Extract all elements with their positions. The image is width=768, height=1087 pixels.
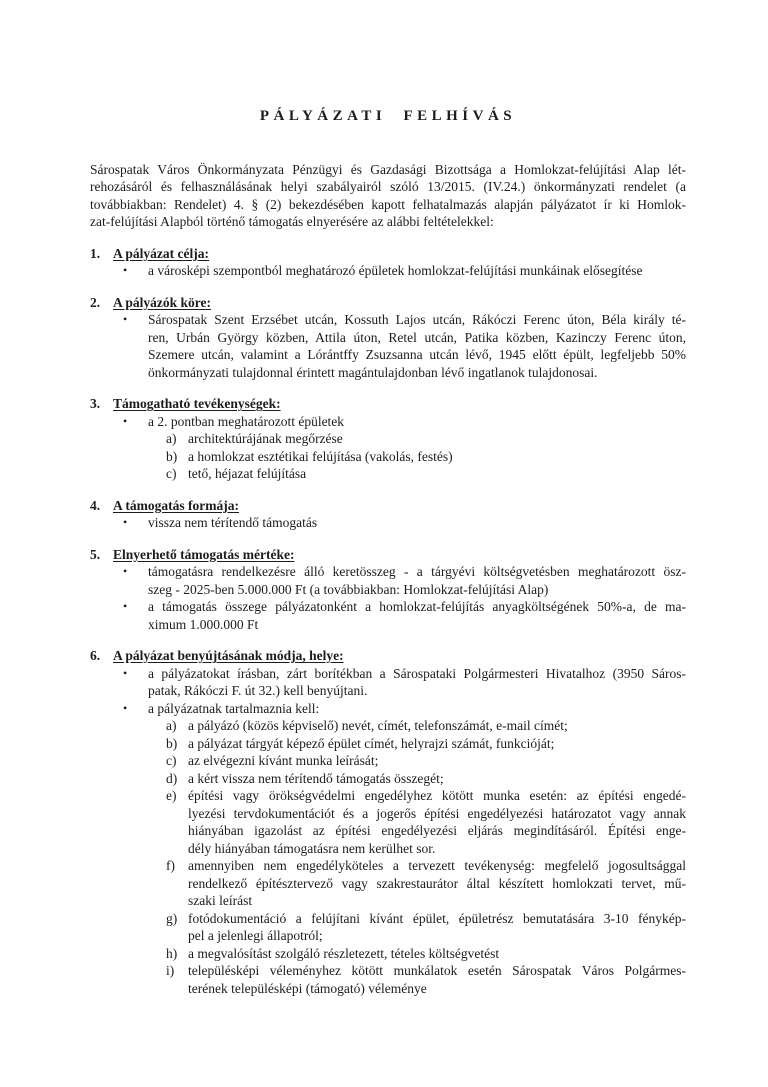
text-line: a támogatás összege pályázatonként a homlokzat-felújítás anyagköltségének 50%-a, de ma-	[148, 599, 686, 614]
section-number: 2.	[90, 294, 101, 310]
intro-paragraph	[90, 161, 686, 231]
letter-item-i	[90, 962, 686, 997]
text-line: településképi véleményhez kötött munkálatok esetén Sárospatak Város Polgármes-	[188, 963, 686, 978]
section-heading: Támogatható tevékenységek:	[113, 396, 281, 411]
item-text	[188, 770, 686, 788]
text-line: a pályázatnak tartalmaznia kell:	[148, 700, 320, 716]
letter-label: c)	[166, 753, 177, 768]
section-4	[90, 497, 686, 532]
letter-item-b	[90, 735, 686, 753]
letter-label: i)	[166, 963, 175, 978]
text-line: ximum 1.000.000 Ft	[148, 616, 259, 632]
text-line: architektúrájának megőrzése	[188, 431, 343, 446]
section-number: 4.	[90, 497, 101, 513]
item-text	[148, 665, 686, 700]
text-line: a pályázat tárgyát képező épület címét, helyrajzi számát, funkcióját;	[188, 735, 555, 751]
document-title: PÁLYÁZATI FELHÍVÁS	[259, 108, 517, 124]
item-text	[188, 735, 686, 753]
text-line: Sárospatak Szent Erzsébet utcán, Kossuth Lajos utcán, Rákóczi Ferenc úton, Béla király té-	[148, 312, 686, 327]
text-line: rendelkező építésztervező vagy szakrestaurátor által készített homlokzati tervet, mű-	[188, 875, 686, 891]
letter-item-a	[90, 717, 686, 735]
item-text	[148, 413, 686, 431]
bullet-item	[90, 563, 686, 598]
intro-line: Sárospatak Város Önkormányzata Pénzügyi és Gazdasági Bizottsága a Homlokzat-felújítási Alap lét-	[90, 161, 686, 177]
bullet-item	[90, 700, 686, 718]
letter-item-c	[90, 752, 686, 770]
letter-item-d	[90, 770, 686, 788]
text-line: a pályázó (közös képviselő) nevét, címét, telefonszámát, e-mail címét;	[188, 718, 568, 733]
letter-label: d)	[166, 770, 178, 786]
section-heading-row	[90, 546, 686, 564]
section-number: 3.	[90, 396, 101, 411]
letter-label: a)	[166, 431, 177, 446]
text-line: az elvégezni kívánt munka leírását;	[188, 753, 379, 768]
item-text	[188, 910, 686, 945]
bullet-item	[90, 413, 686, 431]
letter-label: g)	[166, 910, 178, 926]
item-text	[148, 598, 686, 633]
bullet-marker: •	[123, 263, 128, 277]
item-text	[188, 430, 686, 448]
intro-line: zat-felújítási Alapból történő támogatás elnyerésére az alábbi feltételekkel:	[90, 214, 494, 229]
text-line: patak, Rákóczi F. út 32.) kell benyújtani.	[148, 683, 368, 698]
section-number: 5.	[90, 546, 101, 562]
section-heading: A pályázat benyújtásának módja, helye:	[113, 648, 344, 663]
text-line: tető, héjazat felújítása	[188, 466, 307, 481]
bullet-marker: •	[123, 599, 128, 613]
text-line: fotódokumentáció a felújítani kívánt épület, épületrész bemutatására 3-10 fénykép-	[188, 910, 686, 926]
item-text	[188, 962, 686, 997]
item-text	[188, 787, 686, 857]
section-heading: A pályázat célja:	[113, 245, 209, 261]
bullet-marker: •	[123, 700, 128, 715]
text-line: amennyiben nem engedélyköteles a tervezett tevékenység: megfelelő jogosultsággal	[188, 858, 686, 873]
section-1	[90, 245, 686, 280]
section-number: 6.	[90, 648, 101, 663]
text-line: szeg - 2025-ben 5.000.000 Ft (a továbbiakban: Homlokzat-felújítási Alap)	[148, 581, 549, 597]
letter-item-e	[90, 787, 686, 857]
text-line: Szemere utcán, valamint a Lórántffy Zsuzsanna utcán lévő, 1945 előtt épült, legfeljebb 50%	[148, 347, 686, 362]
letter-label: c)	[166, 466, 177, 481]
item-text	[148, 563, 686, 598]
text-line: ren, Urbán György közben, Attila úton, Retel utcán, Patika közben, Kazinczy Ferenc úton,	[148, 329, 686, 345]
text-line: dély hiányában támogatásra nem kerülhet sor.	[188, 840, 436, 856]
intro-line: továbbiakban: Rendelet) 4. § (2) bekezdésében kapott felhatalmazás alapján pályázatot ír ki Homlok-	[90, 196, 686, 212]
text-line: a kért vissza nem térítendő támogatás összegét;	[188, 770, 444, 786]
text-line: terének településképi (támogató) véleménye	[188, 980, 427, 996]
text-line: szaki leírást	[188, 893, 253, 908]
bullet-item	[90, 665, 686, 700]
text-line: a városképi szempontból meghatározó épületek homlokzat-felújítási munkáinak elősegítése	[148, 263, 643, 278]
section-heading-row	[90, 497, 686, 515]
text-line: a pályázatokat írásban, zárt borítékban a Sárospataki Polgármesteri Hivatalhoz (3950 Sáros-	[148, 665, 686, 681]
text-line: lyezési tervdokumentációt és a jogerős építési engedélyezési határozatot vagy annak	[188, 805, 686, 821]
bullet-marker: •	[123, 515, 128, 529]
letter-label: f)	[166, 858, 175, 873]
bullet-marker: •	[123, 665, 128, 680]
sections	[90, 245, 686, 998]
text-line: pel a jelenlegi állapotról;	[188, 928, 323, 943]
item-text	[188, 717, 686, 735]
letter-label: b)	[166, 448, 178, 464]
letter-label: a)	[166, 718, 177, 733]
text-line: önkormányzati tulajdonnal érintett magántulajdonban lévő ingatlanok tulajdonosai.	[148, 364, 598, 380]
bullet-item	[90, 262, 686, 280]
letter-item-b	[90, 448, 686, 466]
text-line: vissza nem térítendő támogatás	[148, 515, 318, 530]
item-text	[188, 945, 686, 963]
bullet-marker: •	[123, 564, 128, 578]
item-text	[148, 514, 686, 532]
section-3	[90, 395, 686, 483]
item-text	[188, 752, 686, 770]
bullet-item	[90, 311, 686, 381]
section-heading: A pályázók köre:	[113, 294, 212, 310]
section-heading-row	[90, 294, 686, 312]
text-line: építési vagy örökségvédelmi engedélyhez kötött munka esetén: az építési engedé-	[188, 788, 686, 803]
text-line: a 2. pontban meghatározott épületek	[148, 413, 345, 429]
letter-item-h	[90, 945, 686, 963]
bullet-item	[90, 514, 686, 532]
section-heading: A támogatás formája:	[113, 497, 239, 513]
section-6	[90, 647, 686, 997]
letter-label: h)	[166, 945, 178, 961]
text-line: a megvalósítást szolgáló részletezett, tételes költségvetést	[188, 945, 500, 961]
section-number: 1.	[90, 245, 101, 261]
bullet-item	[90, 598, 686, 633]
item-text	[148, 262, 686, 280]
section-5	[90, 546, 686, 634]
letter-item-c	[90, 465, 686, 483]
intro-line: rehozásáról és felhasználásának helyi szabályairól szóló 13/2015. (IV.24.) önkormányzati rendelet (a	[90, 179, 686, 194]
section-2	[90, 294, 686, 382]
letter-label: b)	[166, 735, 178, 751]
section-heading: Elnyerhető támogatás mértéke:	[113, 546, 295, 562]
text-line: támogatásra rendelkezésre álló keretösszeg - a tárgyévi költségvetésben meghatározott ösz-	[148, 564, 686, 579]
item-text	[188, 448, 686, 466]
section-heading-row	[90, 647, 686, 665]
item-text	[188, 857, 686, 910]
item-text	[188, 465, 686, 483]
letter-item-a	[90, 430, 686, 448]
letter-item-f	[90, 857, 686, 910]
bullet-marker: •	[123, 413, 128, 428]
text-line: a homlokzat esztétikai felújítása (vakolás, festés)	[188, 448, 453, 464]
item-text	[148, 700, 686, 718]
bullet-marker: •	[123, 312, 128, 326]
text-line: hiányában igazolást az építési engedélyezési eljárás megindításáról. Építési enge-	[188, 823, 686, 838]
section-heading-row	[90, 245, 686, 263]
item-text	[148, 311, 686, 381]
letter-item-g	[90, 910, 686, 945]
section-heading-row	[90, 395, 686, 413]
letter-label: e)	[166, 788, 177, 803]
